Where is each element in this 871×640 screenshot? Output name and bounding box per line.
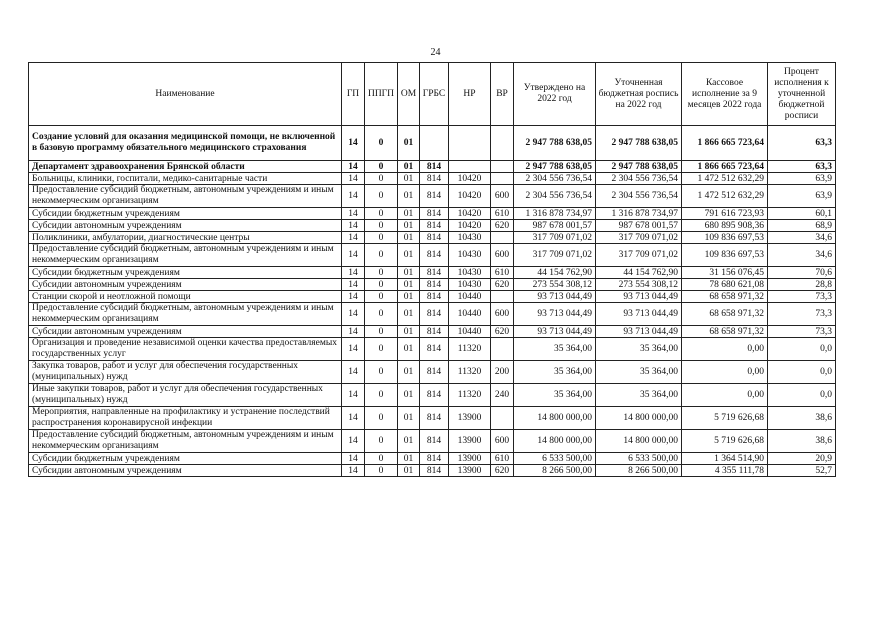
cell-vr bbox=[491, 291, 514, 303]
cell-vr: 610 bbox=[491, 267, 514, 279]
cell-gp: 14 bbox=[342, 161, 365, 173]
cell-ppgp: 0 bbox=[365, 220, 398, 232]
cell-cash: 1 472 512 632,29 bbox=[682, 185, 768, 208]
cell-cash: 1 866 665 723,64 bbox=[682, 161, 768, 173]
cell-approved: 2 304 556 736,54 bbox=[514, 185, 596, 208]
table-row bbox=[29, 303, 836, 326]
cell-om: 01 bbox=[398, 185, 420, 208]
table-row bbox=[29, 232, 836, 244]
cell-gp: 14 bbox=[342, 279, 365, 291]
table-row bbox=[29, 384, 836, 407]
cell-np: 13900 bbox=[449, 407, 491, 430]
cell-om: 01 bbox=[398, 161, 420, 173]
cell-om: 01 bbox=[398, 303, 420, 326]
cell-refined: 2 947 788 638,05 bbox=[596, 126, 682, 161]
cell-gp: 14 bbox=[342, 326, 365, 338]
header-np: НР bbox=[449, 63, 491, 126]
cell-cash: 31 156 076,45 bbox=[682, 267, 768, 279]
header-om: ОМ bbox=[398, 63, 420, 126]
table-row bbox=[29, 453, 836, 465]
cell-om: 01 bbox=[398, 430, 420, 453]
cell-vr: 620 bbox=[491, 326, 514, 338]
table-row bbox=[29, 291, 836, 303]
cell-name: Субсидии автономным учреждениям bbox=[29, 326, 342, 338]
cell-om: 01 bbox=[398, 407, 420, 430]
cell-om: 01 bbox=[398, 326, 420, 338]
cell-vr: 200 bbox=[491, 361, 514, 384]
cell-approved: 44 154 762,90 bbox=[514, 267, 596, 279]
cell-name: Мероприятия, направленные на профилактику и устранение последствий распространения коронавирусной инфекции bbox=[29, 407, 342, 430]
cell-refined: 987 678 001,57 bbox=[596, 220, 682, 232]
table-row bbox=[29, 338, 836, 361]
cell-grbs: 814 bbox=[420, 267, 449, 279]
cell-approved: 317 709 071,02 bbox=[514, 232, 596, 244]
cell-approved: 987 678 001,57 bbox=[514, 220, 596, 232]
cell-grbs: 814 bbox=[420, 407, 449, 430]
cell-vr: 610 bbox=[491, 208, 514, 220]
cell-percent: 38,6 bbox=[768, 407, 836, 430]
cell-approved: 6 533 500,00 bbox=[514, 453, 596, 465]
cell-refined: 35 364,00 bbox=[596, 384, 682, 407]
cell-np: 10420 bbox=[449, 220, 491, 232]
cell-name: Департамент здравоохранения Брянской области bbox=[29, 161, 342, 173]
header-vr: ВР bbox=[491, 63, 514, 126]
cell-cash: 68 658 971,32 bbox=[682, 326, 768, 338]
cell-refined: 1 316 878 734,97 bbox=[596, 208, 682, 220]
cell-ppgp: 0 bbox=[365, 208, 398, 220]
cell-cash: 0,00 bbox=[682, 384, 768, 407]
cell-percent: 38,6 bbox=[768, 430, 836, 453]
cell-grbs bbox=[420, 126, 449, 161]
cell-approved: 35 364,00 bbox=[514, 338, 596, 361]
cell-np: 10440 bbox=[449, 303, 491, 326]
cell-percent: 68,9 bbox=[768, 220, 836, 232]
cell-name: Предоставление субсидий бюджетным, автономным учреждениям и иным некоммерческим организациям bbox=[29, 430, 342, 453]
cell-ppgp: 0 bbox=[365, 185, 398, 208]
cell-name: Субсидии бюджетным учреждениям bbox=[29, 208, 342, 220]
cell-name: Субсидии бюджетным учреждениям bbox=[29, 267, 342, 279]
cell-cash: 0,00 bbox=[682, 361, 768, 384]
cell-ppgp: 0 bbox=[365, 161, 398, 173]
cell-vr bbox=[491, 407, 514, 430]
cell-refined: 8 266 500,00 bbox=[596, 465, 682, 477]
cell-om: 01 bbox=[398, 361, 420, 384]
cell-refined: 317 709 071,02 bbox=[596, 244, 682, 267]
cell-om: 01 bbox=[398, 291, 420, 303]
cell-approved: 93 713 044,49 bbox=[514, 303, 596, 326]
cell-percent: 73,3 bbox=[768, 326, 836, 338]
table-row bbox=[29, 244, 836, 267]
cell-vr bbox=[491, 126, 514, 161]
cell-approved: 273 554 308,12 bbox=[514, 279, 596, 291]
cell-grbs: 814 bbox=[420, 338, 449, 361]
header-percent: Процент исполнения к уточненной бюджетной росписи bbox=[768, 63, 836, 126]
cell-ppgp: 0 bbox=[365, 126, 398, 161]
cell-gp: 14 bbox=[342, 220, 365, 232]
cell-vr: 600 bbox=[491, 430, 514, 453]
cell-refined: 2 304 556 736,54 bbox=[596, 185, 682, 208]
cell-grbs: 814 bbox=[420, 453, 449, 465]
page-number: 24 bbox=[430, 47, 441, 58]
cell-grbs: 814 bbox=[420, 430, 449, 453]
cell-refined: 317 709 071,02 bbox=[596, 232, 682, 244]
cell-gp: 14 bbox=[342, 267, 365, 279]
cell-ppgp: 0 bbox=[365, 244, 398, 267]
cell-vr: 620 bbox=[491, 465, 514, 477]
header-grbs: ГРБС bbox=[420, 63, 449, 126]
cell-percent: 63,3 bbox=[768, 126, 836, 161]
table-body bbox=[29, 126, 836, 477]
cell-approved: 8 266 500,00 bbox=[514, 465, 596, 477]
table-row bbox=[29, 161, 836, 173]
cell-grbs: 814 bbox=[420, 279, 449, 291]
cell-gp: 14 bbox=[342, 407, 365, 430]
cell-np: 10420 bbox=[449, 185, 491, 208]
table-row bbox=[29, 465, 836, 477]
cell-ppgp: 0 bbox=[365, 291, 398, 303]
cell-np: 11320 bbox=[449, 384, 491, 407]
cell-ppgp: 0 bbox=[365, 407, 398, 430]
cell-om: 01 bbox=[398, 126, 420, 161]
cell-cash: 1 472 512 632,29 bbox=[682, 173, 768, 185]
cell-percent: 0,0 bbox=[768, 384, 836, 407]
cell-np: 11320 bbox=[449, 338, 491, 361]
cell-approved: 317 709 071,02 bbox=[514, 244, 596, 267]
cell-gp: 14 bbox=[342, 361, 365, 384]
cell-gp: 14 bbox=[342, 453, 365, 465]
header-cash: Кассовое исполнение за 9 месяцев 2022 года bbox=[682, 63, 768, 126]
cell-vr: 620 bbox=[491, 220, 514, 232]
table-row bbox=[29, 267, 836, 279]
cell-vr bbox=[491, 232, 514, 244]
cell-grbs: 814 bbox=[420, 303, 449, 326]
cell-percent: 20,9 bbox=[768, 453, 836, 465]
cell-refined: 273 554 308,12 bbox=[596, 279, 682, 291]
cell-grbs: 814 bbox=[420, 384, 449, 407]
cell-ppgp: 0 bbox=[365, 279, 398, 291]
cell-approved: 93 713 044,49 bbox=[514, 326, 596, 338]
cell-ppgp: 0 bbox=[365, 267, 398, 279]
cell-om: 01 bbox=[398, 384, 420, 407]
cell-vr: 600 bbox=[491, 185, 514, 208]
cell-vr: 620 bbox=[491, 279, 514, 291]
cell-ppgp: 0 bbox=[365, 232, 398, 244]
cell-om: 01 bbox=[398, 208, 420, 220]
cell-gp: 14 bbox=[342, 173, 365, 185]
header-refined: Уточненная бюджетная роспись на 2022 год bbox=[596, 63, 682, 126]
cell-name: Организация и проведение независимой оценки качества предоставляемых государственных услуг bbox=[29, 338, 342, 361]
cell-percent: 28,8 bbox=[768, 279, 836, 291]
cell-percent: 63,3 bbox=[768, 161, 836, 173]
cell-name: Иные закупки товаров, работ и услуг для обеспечения государственных (муниципальных) нужд bbox=[29, 384, 342, 407]
budget-table bbox=[28, 62, 836, 477]
cell-name: Поликлиники, амбулатории, диагностические центры bbox=[29, 232, 342, 244]
cell-om: 01 bbox=[398, 465, 420, 477]
cell-cash: 4 355 111,78 bbox=[682, 465, 768, 477]
cell-refined: 2 304 556 736,54 bbox=[596, 173, 682, 185]
cell-refined: 35 364,00 bbox=[596, 338, 682, 361]
header-gp: ГП bbox=[342, 63, 365, 126]
table-row bbox=[29, 407, 836, 430]
cell-np bbox=[449, 126, 491, 161]
cell-percent: 34,6 bbox=[768, 244, 836, 267]
cell-name: Субсидии автономным учреждениям bbox=[29, 220, 342, 232]
cell-ppgp: 0 bbox=[365, 453, 398, 465]
cell-ppgp: 0 bbox=[365, 384, 398, 407]
table-row bbox=[29, 208, 836, 220]
cell-ppgp: 0 bbox=[365, 430, 398, 453]
cell-vr bbox=[491, 161, 514, 173]
cell-approved: 2 947 788 638,05 bbox=[514, 126, 596, 161]
cell-percent: 70,6 bbox=[768, 267, 836, 279]
table-row bbox=[29, 279, 836, 291]
cell-refined: 6 533 500,00 bbox=[596, 453, 682, 465]
cell-ppgp: 0 bbox=[365, 361, 398, 384]
table-row bbox=[29, 361, 836, 384]
cell-gp: 14 bbox=[342, 430, 365, 453]
cell-name: Предоставление субсидий бюджетным, автономным учреждениям и иным некоммерческим организациям bbox=[29, 244, 342, 267]
cell-grbs: 814 bbox=[420, 220, 449, 232]
cell-approved: 14 800 000,00 bbox=[514, 430, 596, 453]
cell-gp: 14 bbox=[342, 244, 365, 267]
cell-cash: 68 658 971,32 bbox=[682, 291, 768, 303]
cell-np: 13900 bbox=[449, 430, 491, 453]
cell-approved: 35 364,00 bbox=[514, 361, 596, 384]
cell-cash: 680 895 908,36 bbox=[682, 220, 768, 232]
cell-np: 10430 bbox=[449, 244, 491, 267]
cell-om: 01 bbox=[398, 232, 420, 244]
cell-refined: 14 800 000,00 bbox=[596, 430, 682, 453]
cell-gp: 14 bbox=[342, 465, 365, 477]
cell-grbs: 814 bbox=[420, 361, 449, 384]
cell-cash: 0,00 bbox=[682, 338, 768, 361]
cell-gp: 14 bbox=[342, 303, 365, 326]
cell-ppgp: 0 bbox=[365, 338, 398, 361]
cell-vr bbox=[491, 338, 514, 361]
cell-approved: 35 364,00 bbox=[514, 384, 596, 407]
cell-name: Станции скорой и неотложной помощи bbox=[29, 291, 342, 303]
cell-np: 10420 bbox=[449, 208, 491, 220]
cell-ppgp: 0 bbox=[365, 173, 398, 185]
cell-name: Больницы, клиники, госпитали, медико-санитарные части bbox=[29, 173, 342, 185]
cell-gp: 14 bbox=[342, 232, 365, 244]
header-row bbox=[29, 63, 836, 126]
cell-refined: 14 800 000,00 bbox=[596, 407, 682, 430]
table-row bbox=[29, 220, 836, 232]
cell-name: Предоставление субсидий бюджетным, автономным учреждениям и иным некоммерческим организациям bbox=[29, 185, 342, 208]
cell-vr: 600 bbox=[491, 303, 514, 326]
cell-grbs: 814 bbox=[420, 465, 449, 477]
header-name: Наименование bbox=[29, 63, 342, 126]
cell-np: 13900 bbox=[449, 453, 491, 465]
cell-np: 10430 bbox=[449, 267, 491, 279]
cell-np: 10440 bbox=[449, 326, 491, 338]
cell-grbs: 814 bbox=[420, 291, 449, 303]
cell-percent: 0,0 bbox=[768, 338, 836, 361]
table-row bbox=[29, 185, 836, 208]
cell-cash: 1 364 514,90 bbox=[682, 453, 768, 465]
table-row bbox=[29, 173, 836, 185]
cell-refined: 93 713 044,49 bbox=[596, 326, 682, 338]
cell-grbs: 814 bbox=[420, 326, 449, 338]
cell-om: 01 bbox=[398, 220, 420, 232]
cell-approved: 2 947 788 638,05 bbox=[514, 161, 596, 173]
cell-om: 01 bbox=[398, 279, 420, 291]
cell-vr: 240 bbox=[491, 384, 514, 407]
cell-gp: 14 bbox=[342, 126, 365, 161]
cell-ppgp: 0 bbox=[365, 465, 398, 477]
cell-grbs: 814 bbox=[420, 244, 449, 267]
cell-percent: 73,3 bbox=[768, 291, 836, 303]
cell-refined: 2 947 788 638,05 bbox=[596, 161, 682, 173]
cell-name: Создание условий для оказания медицинской помощи, не включенной в базовую программу обязательного медицинского страхования bbox=[29, 126, 342, 161]
cell-om: 01 bbox=[398, 453, 420, 465]
cell-cash: 109 836 697,53 bbox=[682, 232, 768, 244]
cell-gp: 14 bbox=[342, 185, 365, 208]
cell-np: 10440 bbox=[449, 291, 491, 303]
cell-cash: 78 680 621,08 bbox=[682, 279, 768, 291]
cell-cash: 791 616 723,93 bbox=[682, 208, 768, 220]
table-row bbox=[29, 126, 836, 161]
cell-cash: 5 719 626,68 bbox=[682, 407, 768, 430]
cell-om: 01 bbox=[398, 244, 420, 267]
cell-percent: 73,3 bbox=[768, 303, 836, 326]
cell-percent: 52,7 bbox=[768, 465, 836, 477]
cell-cash: 5 719 626,68 bbox=[682, 430, 768, 453]
cell-np: 10430 bbox=[449, 232, 491, 244]
cell-cash: 109 836 697,53 bbox=[682, 244, 768, 267]
cell-cash: 68 658 971,32 bbox=[682, 303, 768, 326]
cell-percent: 63,9 bbox=[768, 173, 836, 185]
cell-vr: 600 bbox=[491, 244, 514, 267]
cell-name: Субсидии бюджетным учреждениям bbox=[29, 453, 342, 465]
cell-grbs: 814 bbox=[420, 185, 449, 208]
cell-ppgp: 0 bbox=[365, 303, 398, 326]
cell-np bbox=[449, 161, 491, 173]
cell-np: 11320 bbox=[449, 361, 491, 384]
header-ppgp: ППГП bbox=[365, 63, 398, 126]
cell-np: 10430 bbox=[449, 279, 491, 291]
header-approved: Утверждено на 2022 год bbox=[514, 63, 596, 126]
cell-grbs: 814 bbox=[420, 232, 449, 244]
cell-refined: 93 713 044,49 bbox=[596, 303, 682, 326]
cell-np: 13900 bbox=[449, 465, 491, 477]
cell-om: 01 bbox=[398, 173, 420, 185]
cell-ppgp: 0 bbox=[365, 326, 398, 338]
cell-percent: 63,9 bbox=[768, 185, 836, 208]
cell-cash: 1 866 665 723,64 bbox=[682, 126, 768, 161]
cell-grbs: 814 bbox=[420, 208, 449, 220]
cell-refined: 44 154 762,90 bbox=[596, 267, 682, 279]
cell-refined: 35 364,00 bbox=[596, 361, 682, 384]
cell-np: 10420 bbox=[449, 173, 491, 185]
cell-name: Субсидии автономным учреждениям bbox=[29, 465, 342, 477]
cell-name: Субсидии автономным учреждениям bbox=[29, 279, 342, 291]
cell-om: 01 bbox=[398, 267, 420, 279]
cell-percent: 0,0 bbox=[768, 361, 836, 384]
cell-gp: 14 bbox=[342, 384, 365, 407]
cell-gp: 14 bbox=[342, 208, 365, 220]
cell-gp: 14 bbox=[342, 291, 365, 303]
cell-name: Закупка товаров, работ и услуг для обеспечения государственных (муниципальных) нужд bbox=[29, 361, 342, 384]
cell-refined: 93 713 044,49 bbox=[596, 291, 682, 303]
table-row bbox=[29, 430, 836, 453]
cell-gp: 14 bbox=[342, 338, 365, 361]
cell-approved: 93 713 044,49 bbox=[514, 291, 596, 303]
table-row bbox=[29, 326, 836, 338]
cell-grbs: 814 bbox=[420, 161, 449, 173]
cell-percent: 34,6 bbox=[768, 232, 836, 244]
cell-grbs: 814 bbox=[420, 173, 449, 185]
cell-vr: 610 bbox=[491, 453, 514, 465]
cell-approved: 14 800 000,00 bbox=[514, 407, 596, 430]
cell-approved: 1 316 878 734,97 bbox=[514, 208, 596, 220]
cell-vr bbox=[491, 173, 514, 185]
cell-om: 01 bbox=[398, 338, 420, 361]
cell-percent: 60,1 bbox=[768, 208, 836, 220]
cell-name: Предоставление субсидий бюджетным, автономным учреждениям и иным некоммерческим организациям bbox=[29, 303, 342, 326]
cell-approved: 2 304 556 736,54 bbox=[514, 173, 596, 185]
